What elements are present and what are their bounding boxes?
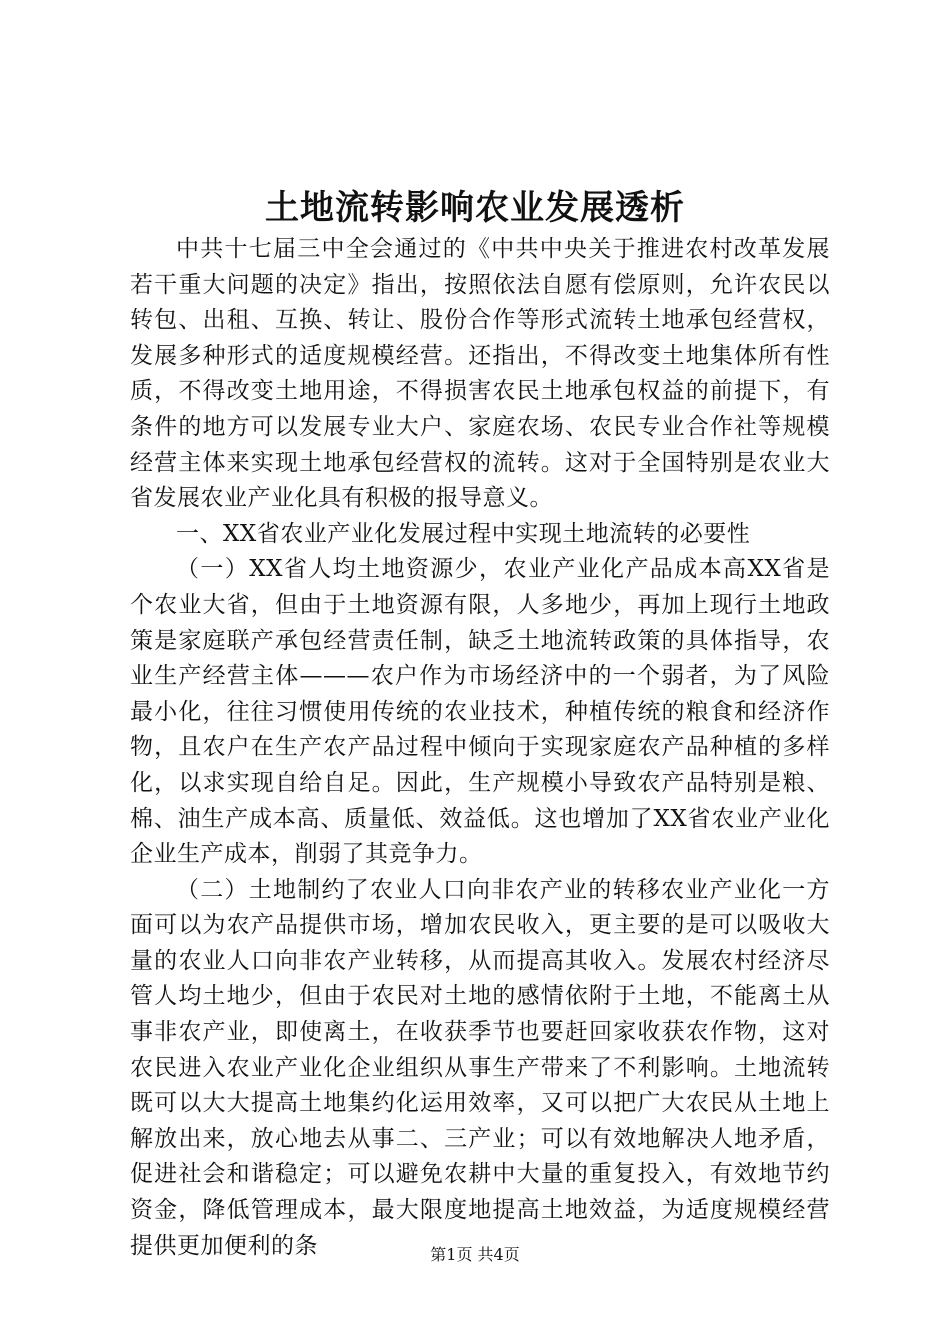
document-title: 土地流转影响农业发展透析 (265, 188, 685, 228)
page-number: 第1页 共4页 (430, 1245, 520, 1264)
paragraph-intro: 中共十七届三中全会通过的《中共中央关于推进农村改革发展若干重大问题的决定》指出，按照依法自愿有偿原则，允许农民以转包、出租、互换、转让、股份合作等形式流转土地承包经营权，发展多种形式的适度规模经营。还指出，不得改变土地集体所有性质，不得改变土地用途，不得损害农民土地承包权益的前提下，有条件的地方可以发展专业大户、家庭农场、农民专业合作社等规模经营主体来实现土地承包经营权的流转。这对于全国特别是农业大省发展农业产业化具有积极的报导意义。 (130, 236, 830, 512)
document-body (130, 232, 830, 1264)
section-heading: 一、XX省农业产业化发展过程中实现土地流转的必要性 (176, 520, 751, 547)
paragraph-subsection-1: （一）XX省人均土地资源少，农业产业化产品成本高XX省是个农业大省，但由于土地资源有限，人多地少，再加上现行土地政策是家庭联产承包经营责任制，缺乏土地流转政策的具体指导，农业生产经营主体———农户作为市场经济中的一个弱者，为了风险最小化，往往习惯使用传统的农业技术，种植传统的粮食和经济作物，且农户在生产农产品过程中倾向于实现家庭农产品种植的多样化，以求实现自给自足。因此，生产规模小导致农产品特别是粮、棉、油生产成本高、质量低、效益低。这也增加了XX省农业产业化企业生产成本，削弱了其竞争力。 (130, 556, 830, 868)
paragraph-subsection-2: （二）土地制约了农业人口向非农产业的转移农业产业化一方面可以为农产品提供市场，增加农民收入，更主要的是可以吸收大量的农业人口向非农产业转移，从而提高其收入。发展农村经济尽管人均土地少，但由于农民对土地的感情依附于土地，不能离土从事非农产业，即使离土，在收获季节也要赶回家收获农作物，这对农民进入农业产业化企业组织从事生产带来了不利影响。土地流转既可以大大提高土地集约化运用效率，又可以把广大农民从土地上解放出来，放心地去从事二、三产业；可以有效地解决人地矛盾，促进社会和谐稳定；可以避免农耕中大量的重复投入，有效地节约资金，降低管理成本，最大限度地提高土地效益，为适度规模经营提供更加便利的条 (130, 876, 830, 1259)
